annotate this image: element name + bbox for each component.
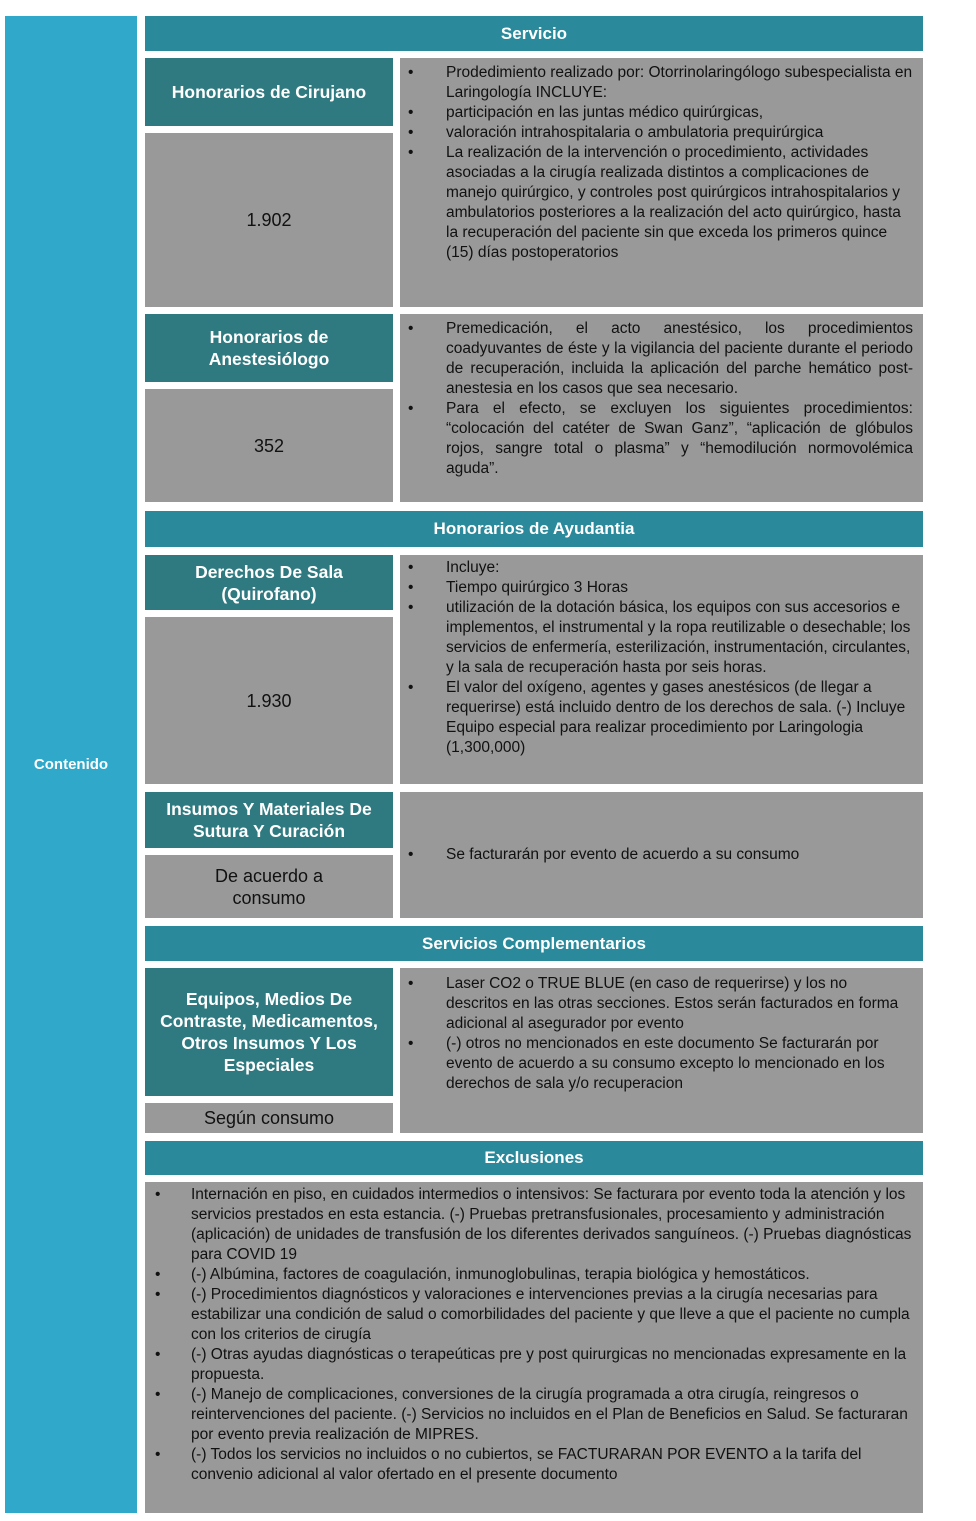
anestesiologo-label-text: Honorarios de Anestesiólogo <box>208 327 330 369</box>
section-header-servicio <box>145 16 923 51</box>
list-item: • Prodedimiento realizado por: Otorrinolaringólogo subespecialista en Laringología INCLUYE: <box>406 63 913 103</box>
cirujano-value <box>145 133 393 307</box>
sala-value-text: 1.930 <box>246 690 292 711</box>
list-item: • (-) Manejo de complicaciones, conversiones de la cirugía programada a otra cirugía, reingresos o reintervenciones del paciente. (-) Servicios no incluidos en el Plan de Beneficios en Salud. Se facturaran por evento previa realización de MIPRES. <box>151 1385 915 1445</box>
equipos-value-text: Según consumo <box>203 1108 335 1128</box>
sala-description <box>400 555 923 784</box>
section-title: Servicio <box>500 23 568 43</box>
list-item: • Se facturarán por evento de acuerdo a su consumo <box>406 845 913 865</box>
list-item: • (-) Procedimientos diagnósticos y valoraciones e intervenciones previas a la cirugía necesarias para estabilizar una condición de salud o comorbilidades del paciente y que lleve a que el paciente no cumpla con los criterios de cirugía <box>151 1285 915 1345</box>
section-header-ayudantia <box>145 511 923 547</box>
anestesiologo-description <box>400 314 923 502</box>
section-header-exclusiones <box>145 1141 923 1175</box>
anestesiologo-value <box>145 389 393 502</box>
list-item: • valoración intrahospitalaria o ambulatoria prequirúrgica <box>406 123 913 143</box>
section-title: Honorarios de Ayudantia <box>433 519 635 538</box>
section-title: Servicios Complementarios <box>422 933 646 953</box>
list-item: • La realización de la intervención o procedimiento, actividades asociadas a la cirugía realizada distintos a complicaciones de manejo quirúrgico, y controles post quirúrgicos intrahospitalarios y ambulatorios posteriores a la realización del acto quirúrgico, hasta la recuperación del paciente sin que exceda los primeros quince (15) días postoperatorios <box>406 143 913 263</box>
equipos-description <box>400 968 923 1133</box>
list-item: • Tiempo quirúrgico 3 Horas <box>406 578 913 598</box>
sidebar-label: Contenido <box>33 756 109 773</box>
cirujano-label <box>145 58 393 126</box>
equipos-label-text: Equipos, Medios De Contraste, Medicamentos, Otros Insumos Y Los Especiales <box>160 989 378 1075</box>
list-item: • participación en las juntas médico quirúrgicas, <box>406 103 913 123</box>
section-title: Exclusiones <box>484 1148 584 1167</box>
insumos-label <box>145 792 393 848</box>
cirujano-label-text: Honorarios de Cirujano <box>171 82 367 102</box>
section-header-complementarios <box>145 926 923 961</box>
list-item: • (-) otros no mencionados en este documento Se facturarán por evento de acuerdo a su consumo excepto lo mencionado en los derechos de sala y/o recuperacion <box>406 1034 913 1094</box>
insumos-description <box>400 792 923 918</box>
list-item: • (-) Otras ayudas diagnósticas o terapeúticas pre y post quirurgicas no mencionadas expresamente en la propuesta. <box>151 1345 915 1385</box>
sala-label <box>145 555 393 610</box>
insumos-value <box>145 855 393 918</box>
list-item: • Internación en piso, en cuidados intermedios o intensivos: Se facturara por evento toda la atención y los servicios prestados en esta estancia. (-) Pruebas pretransfusionales, procesamiento y administración (aplicación) de unidades de transfusión de los diferentes derivados sanguíneos. (-) Pruebas diagnósticas para COVID 19 <box>151 1185 915 1265</box>
cirujano-description <box>400 58 923 307</box>
sala-value <box>145 617 393 784</box>
anestesiologo-label <box>145 314 393 382</box>
list-item: • El valor del oxígeno, agentes y gases anestésicos (de llegar a requerirse) está incluido dentro de los derechos de sala. (-) Incluye Equipo especial para realizar procedimiento por Laringologia (1,300,000) <box>406 678 913 758</box>
anestesiologo-value-text: 352 <box>253 435 285 456</box>
sala-label-text: Derechos De Sala (Quirofano) <box>195 561 343 604</box>
list-item: • Para el efecto, se excluyen los siguientes procedimientos: “colocación del catéter de Swan Ganz”, “aplicación de glóbulos rojos, sangre total o plasma” y “hemodilución normovolémica aguda”. <box>406 399 913 479</box>
list-item: • (-) Todos los servicios no incluidos o no cubiertos, se FACTURARAN POR EVENTO a la tarifa del convenio adicional al valor ofertado en el presente documento <box>151 1445 915 1485</box>
equipos-label <box>145 968 393 1096</box>
exclusiones-list <box>145 1182 923 1513</box>
list-item: • Incluye: <box>406 558 913 578</box>
cirujano-value-text: 1.902 <box>246 210 292 230</box>
list-item: • Laser CO2 o TRUE BLUE (en caso de requerirse) y los no descritos en las otras secciones. Estos serán facturados en forma adicional al asegurador por evento <box>406 974 913 1034</box>
list-item: • (-) Albúmina, factores de coagulación, inmunoglobulinas, terapia biológica y hemostáticos. <box>151 1265 915 1285</box>
contenido-sidebar <box>5 16 137 1513</box>
equipos-value <box>145 1103 393 1133</box>
insumos-label-text: Insumos Y Materiales De Sutura Y Curación <box>166 799 372 841</box>
insumos-value-text: De acuerdo a consumo <box>214 865 324 908</box>
list-item: • utilización de la dotación básica, los equipos con sus accesorios e implementos, el instrumental y la ropa reutilizable o desechable; los servicios de enfermería, esterilización, instrumentación, circulantes, y la sala de recuperación hasta por seis horas. <box>406 598 913 678</box>
list-item: • Premedicación, el acto anestésico, los procedimientos coadyuvantes de éste y la vigilancia del paciente durante el periodo de recuperación, incluida la aplicación del parche hemático post-anestesia en los casos que sea necesario. <box>406 319 913 399</box>
